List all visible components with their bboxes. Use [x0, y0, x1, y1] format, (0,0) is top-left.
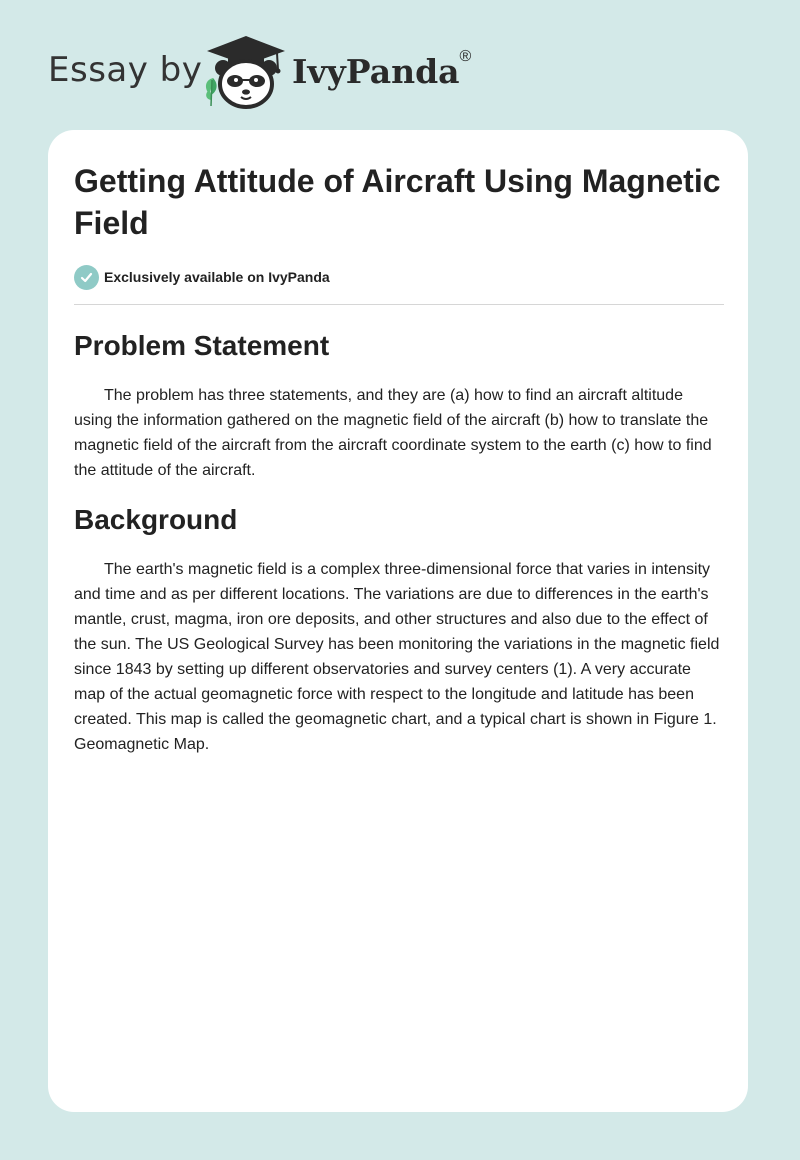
exclusive-label: Exclusively available on IvyPanda [104, 269, 330, 285]
registered-mark: ® [459, 48, 472, 65]
check-icon [74, 265, 99, 290]
site-header [48, 34, 748, 114]
section-heading-background: Background [74, 504, 238, 535]
section-paragraph-problem-statement: The problem has three statements, and they are (a) how to find an aircraft altitude using the information gathered on the magnetic field of the aircraft (b) how to translate the magnetic field of the aircraft from the aircraft coordinate system to the earth (c) how to find the attitude of the aircraft. [74, 387, 712, 479]
panda-graduate-icon[interactable] [201, 34, 291, 110]
essay-by-label: Essay by [48, 50, 203, 90]
brand-name[interactable]: IvyPanda® [292, 48, 472, 91]
article-card [48, 130, 748, 1112]
ivy-leaf-icon [206, 78, 217, 106]
article-title: Getting Attitude of Aircraft Using Magnetic Field [74, 163, 721, 241]
divider [74, 304, 724, 305]
exclusive-badge [74, 264, 724, 290]
section-heading-problem-statement: Problem Statement [74, 330, 330, 361]
article-content [74, 160, 724, 757]
section-paragraph-background: The earth's magnetic field is a complex three-dimensional force that varies in intensity and time and as per different locations. The variations are due to differences in the earth's mantle, crust, magma, iron ore deposits, and other structures and also due to the effect of the sun. The US Geological Survey has been monitoring the variations in the magnetic field since 1843 by setting up different observatories and survey centers (1). A very accurate map of the actual geomagnetic force with respect to the longitude and latitude has been created. This map is called the geomagnetic chart, and a typical chart is shown in Figure 1. Geomagnetic Map. [74, 561, 720, 753]
